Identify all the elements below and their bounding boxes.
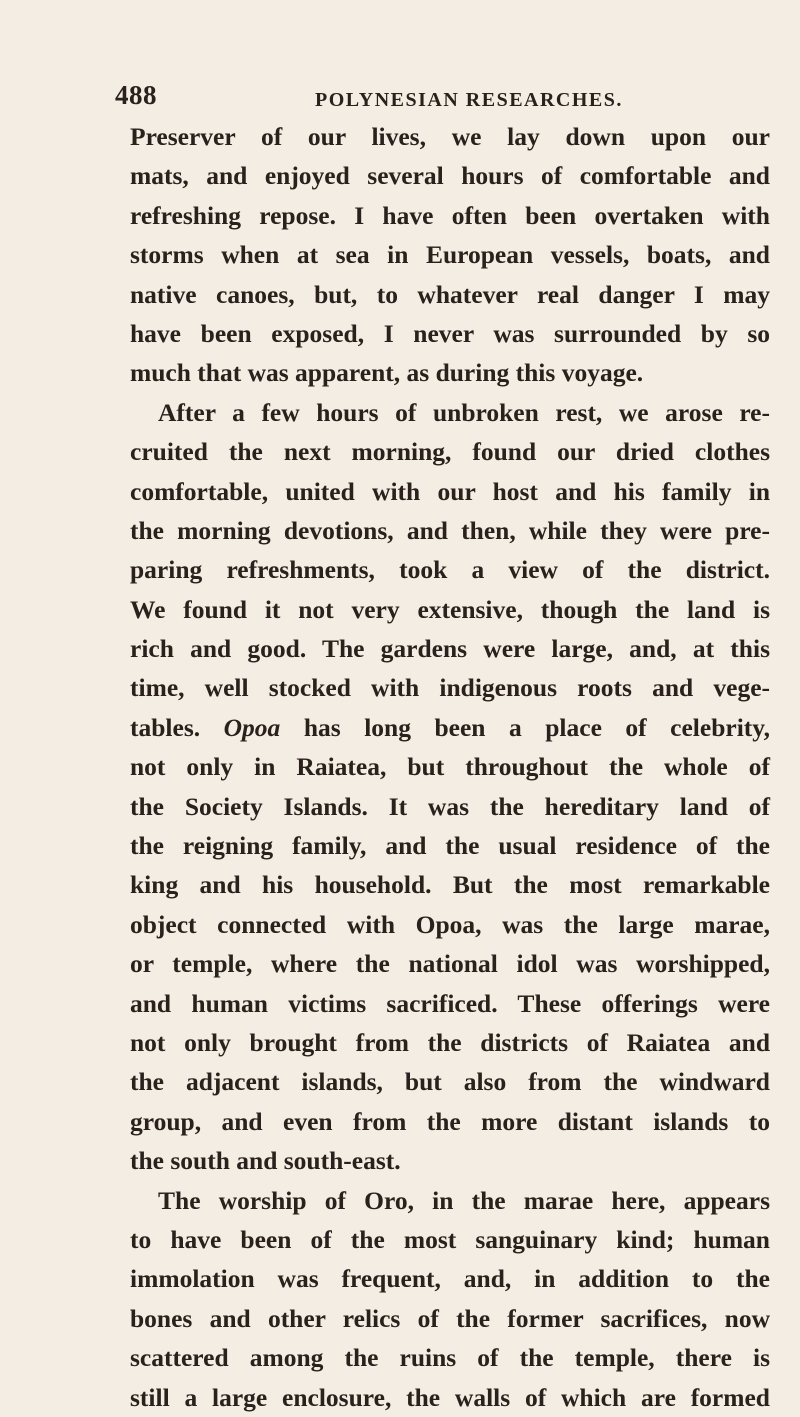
paragraph-start-line: After a few hours of unbroken rest, we arose re-: [158, 397, 770, 427]
running-title: POLYNESIAN RESEARCHES.: [315, 89, 623, 111]
line-segment: tables.: [130, 712, 224, 742]
text-line: object connected with Opoa, was the large marae,: [130, 909, 770, 939]
text-line: to have been of the most sanguinary kind; human: [130, 1224, 770, 1254]
text-line: the south and south-east.: [130, 1146, 401, 1176]
body-text: [130, 117, 770, 1417]
text-line: the Society Islands. It was the hereditary land of: [130, 791, 770, 821]
text-line: or temple, where the national idol was worshipped,: [130, 949, 770, 979]
paragraph-start-line: The worship of Oro, in the marae here, appears: [158, 1185, 770, 1215]
text-line: Preserver of our lives, we lay down upon our: [130, 122, 770, 151]
page-number: 488: [115, 80, 157, 110]
text-line: rich and good. The gardens were large, and, at this: [130, 634, 770, 664]
text-line: bones and other relics of the former sacrifices, now: [130, 1303, 770, 1333]
text-line: not only in Raiatea, but throughout the whole of: [130, 752, 770, 782]
line-segment: has long been a place of celebrity,: [280, 712, 770, 742]
text-line: time, well stocked with indigenous roots and vege-: [130, 673, 770, 703]
text-line: mats, and enjoyed several hours of comfortable and: [130, 161, 770, 191]
text-line: comfortable, united with our host and his family in: [130, 476, 770, 506]
text-line: We found it not very extensive, though the land is: [130, 594, 770, 624]
text-line: storms when at sea in European vessels, boats, and: [130, 240, 770, 270]
text-line: refreshing repose. I have often been overtaken with: [130, 200, 770, 230]
text-line: paring refreshments, took a view of the district.: [130, 555, 770, 585]
running-head: [115, 80, 765, 114]
text-line: scattered among the ruins of the temple, there is: [130, 1343, 770, 1373]
text-line: immolation was frequent, and, in addition to the: [130, 1264, 770, 1294]
text-line: native canoes, but, to whatever real danger I may: [130, 279, 770, 309]
text-line: the adjacent islands, but also from the windward: [130, 1067, 770, 1097]
text-line: still a large enclosure, the walls of which are formed: [130, 1382, 770, 1412]
text-line: have been exposed, I never was surrounded by so: [130, 318, 770, 348]
text-line: group, and even from the more distant islands to: [130, 1106, 770, 1136]
italic-place-name: Opoa: [223, 712, 281, 742]
text-line: not only brought from the districts of Raiatea and: [130, 1027, 770, 1057]
text-line: cruited the next morning, found our dried clothes: [130, 437, 770, 467]
text-line: much that was apparent, as during this voyage.: [130, 358, 644, 388]
text-line: [130, 708, 770, 747]
text-line: and human victims sacrificed. These offerings were: [130, 988, 770, 1018]
text-line: king and his household. But the most remarkable: [130, 870, 770, 900]
text-line: the morning devotions, and then, while they were pre-: [130, 515, 770, 545]
text-line: the reigning family, and the usual residence of the: [130, 831, 770, 861]
